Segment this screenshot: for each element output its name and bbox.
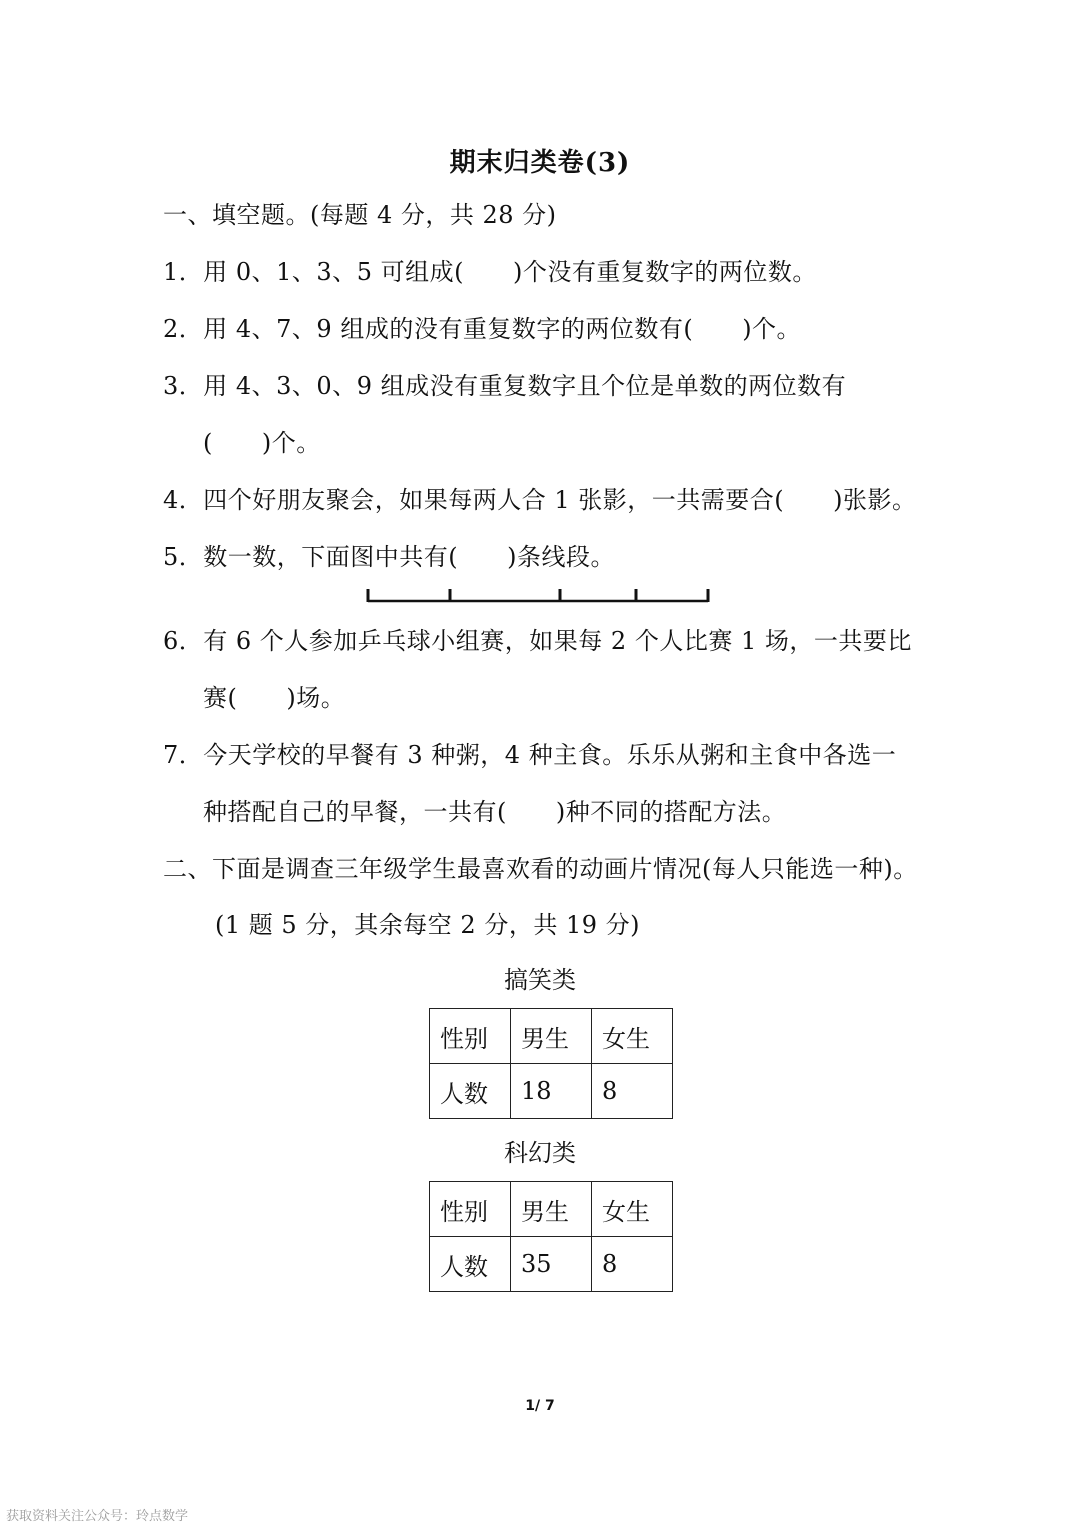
table-caption-scifi: 科幻类 [504,1139,576,1167]
table-cell: 人数 [430,1064,511,1119]
scifi-table [429,1181,673,1292]
table-row [430,1064,673,1119]
comedy-table [429,1008,673,1119]
question-5: 5．数一数，下面图中共有( )条线段。 [163,543,615,571]
question-3-line2: ( )个。 [203,429,321,457]
table-cell: 男生 [511,1009,592,1064]
table-row [430,1237,673,1292]
table-cell: 女生 [592,1009,673,1064]
table-row [430,1182,673,1237]
question-6-line1: 6．有 6 个人参加乒乓球小组赛，如果每 2 个人比赛 1 场，一共要比 [163,627,912,655]
table-cell: 女生 [592,1182,673,1237]
line-segment-figure [366,587,710,605]
question-7-line2: 种搭配自己的早餐，一共有( )种不同的搭配方法。 [203,798,787,826]
section1-heading: 一、填空题。(每题 4 分，共 28 分) [163,201,557,229]
table-caption-comedy: 搞笑类 [504,966,576,994]
question-1: 1．用 0、1、3、5 可组成( )个没有重复数字的两位数。 [163,258,817,286]
question-7-line1: 7．今天学校的早餐有 3 种粥，4 种主食。乐乐从粥和主食中各选一 [163,741,897,769]
question-2: 2．用 4、7、9 组成的没有重复数字的两位数有( )个。 [163,315,802,343]
table-cell: 性别 [430,1182,511,1237]
table-cell: 8 [592,1064,673,1119]
page-number: 1/ 7 [525,1398,555,1414]
table-cell: 男生 [511,1182,592,1237]
table-cell: 人数 [430,1237,511,1292]
question-6-line2: 赛( )场。 [203,684,346,712]
table-cell: 8 [592,1237,673,1292]
page-title: 期末归类卷(3) [449,148,631,178]
table-cell: 性别 [430,1009,511,1064]
table-cell: 35 [511,1237,592,1292]
section2-scoring: (1 题 5 分，其余每空 2 分，共 19 分) [215,911,640,939]
table-row [430,1009,673,1064]
question-4: 4．四个好朋友聚会，如果每两人合 1 张影，一共需要合( )张影。 [163,486,917,514]
section2-heading: 二、下面是调查三年级学生最喜欢看的动画片情况(每人只能选一种)。 [163,855,918,883]
question-3-line1: 3．用 4、3、0、9 组成没有重复数字且个位是单数的两位数有 [163,372,847,400]
watermark-text: 获取资料关注公众号：玲点数学 [6,1509,189,1524]
table-cell: 18 [511,1064,592,1119]
